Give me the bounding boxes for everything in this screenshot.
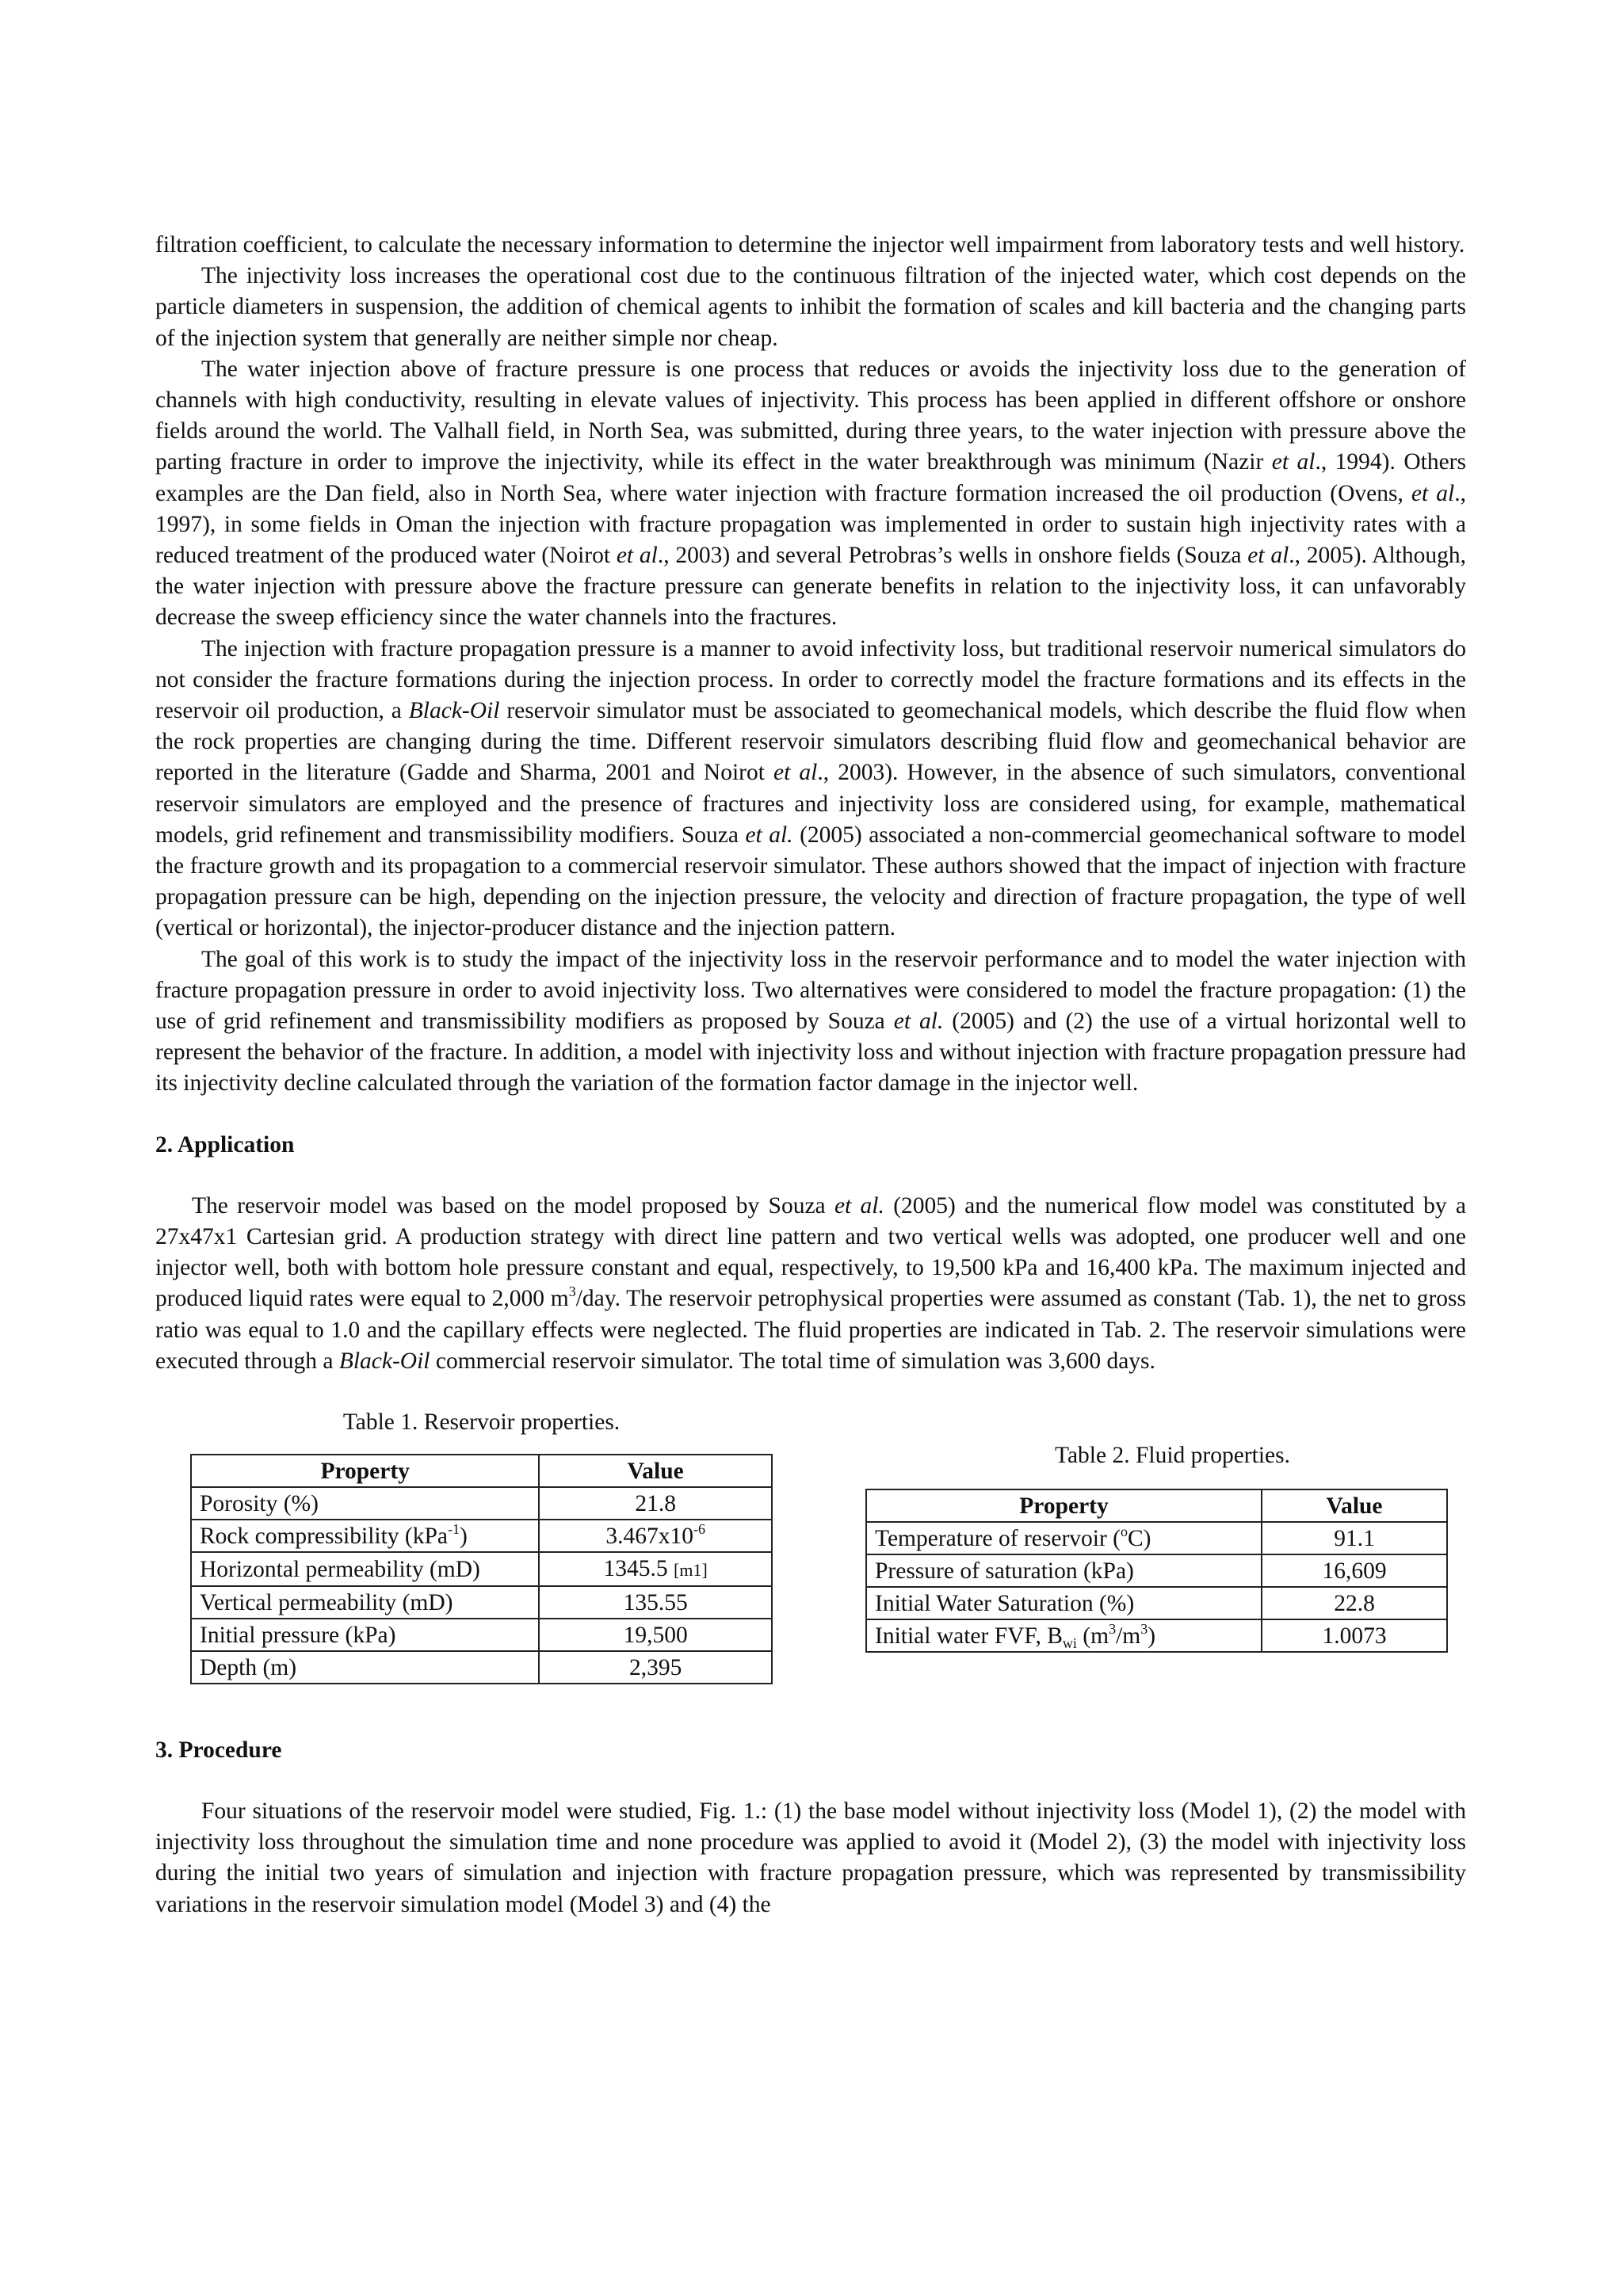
table-header-row: [191, 1455, 772, 1487]
column-header-value: Value: [539, 1455, 772, 1487]
tables-area: [155, 1407, 1466, 1724]
paragraph-continuation: filtration coefficient, to calculate the necessary information to determine the injector well impairment from laboratory tests and well history.: [155, 232, 1465, 257]
paragraph-goal: The goal of this work is to study the impact of the injectivity loss in the reservoir performance and to model the water injection with fracture propagation pressure in order to avoid injectivity loss. Two alternatives were considered to model the fracture propagation: (1) the use of grid refinement and transmissibility modifiers as proposed by Souza et al. (2005) and (2) the use of a virtual horizontal well to represent the behavior of the fracture. In addition, a model with injectivity loss and without injection with fracture propagation pressure had its injectivity decline calculated through the variation of the formation factor damage in the injector well.: [155, 946, 1466, 1097]
table-header-row: [866, 1489, 1447, 1522]
table-row: Rock compressibility (kPa$^{-1}$) $3.467x10^{-6}$: [191, 1520, 772, 1552]
table-1-block: [190, 1407, 773, 1684]
paragraph-simulators: The injection with fracture propagation pressure is a manner to avoid infectivity loss, but traditional reservoir numerical simulators do not consider the fracture formations during the injection process. In order to correctly model the fracture formations and its effects in the reservoir oil production, a Black-Oil reservoir simulator must be associated to geomechanical models, which describe the fluid flow when the rock properties are changing during the time. Different reservoir simulators describing fluid flow and geomechanical behavior are reported in the literature (Gadde and Sharma, 2001 and Noirot et al., 2003). However, in the absence of such simulators, conventional reservoir simulators are employed and the presence of fractures and injectivity loss are considered using, for example, mathematical models, grid refinement and transmissibility modifiers. Souza et al. (2005) associated a non-commercial geomechanical software to model the fracture growth and its propagation to a commercial reservoir simulator. These authors showed that the impact of injection with fracture propagation pressure can be high, depending on the injection pressure, the velocity and direction of fracture propagation, the type of well (vertical or horizontal), the injector-producer distance and the injection pattern.: [155, 635, 1466, 941]
table-row: Temperature of reservoir ($^o$C) 91.1: [866, 1522, 1447, 1554]
column-header-value: Value: [1262, 1489, 1447, 1522]
paper-page: [155, 230, 1466, 1920]
table-row: Horizontal permeability (mD) 1345.5 [m1]: [191, 1552, 772, 1586]
paragraph-application: The reservoir model was based on the model proposed by Souza et al. (2005) and the numerical flow model was constituted by a 27x47x1 Cartesian grid. A production strategy with direct line pattern and two vertical wells was adopted, one producer well and one injector well, both with bottom hole pressure constant and equal, respectively, to 19,500 kPa and 16,400 kPa. The maximum injected and produced liquid rates were equal to 2,000 $m^3$/day. The reservoir petrophysical properties were assumed as constant (Tab. 1), the net to gross ratio was equal to 1.0 and the capillary effects were neglected. The fluid properties are indicated in Tab. 2. The reservoir simulations were executed through a Black-Oil commercial reservoir simulator. The total time of simulation was 3,600 days.: [155, 1192, 1466, 1374]
table-2-block: [865, 1440, 1448, 1653]
section-heading-application: 2. Application: [155, 1131, 295, 1158]
paragraph-procedure: Four situations of the reservoir model were studied, Fig. 1.: (1) the base model without injectivity loss (Model 1), (2) the model with injectivity loss throughout the simulation time and none procedure was applied to avoid it (Model 2), (3) the model with injectivity loss during the initial two years of simulation and injection with fracture propagation pressure, which was represented by transmissibility variations in the reservoir simulation model (Model 3) and (4) the: [155, 1798, 1466, 1917]
table-fluid-properties: [865, 1489, 1448, 1653]
table-reservoir-properties: [190, 1454, 773, 1684]
section-heading-procedure: 3. Procedure: [155, 1737, 282, 1763]
table-row: Porosity (%) 21.8: [191, 1487, 772, 1520]
column-header-property: Property: [866, 1489, 1262, 1522]
table-2-caption: Table 2. Fluid properties.: [1055, 1442, 1290, 1468]
paragraph-fracture-injection: The water injection above of fracture pressure is one process that reduces or avoids the injectivity loss due to the generation of channels with high conductivity, resulting in elevate values of injectivity. This process has been applied in different offshore or onshore fields around the world. The Valhall field, in North Sea, was submitted, during three years, to the water injection with pressure above the parting fracture in order to improve the injectivity, while its effect in the water breakthrough was minimum (Nazir et al., 1994). Others examples are the Dan field, also in North Sea, where water injection with fracture formation increased the oil production (Ovens, et al., 1997), in some fields in Oman the injection with fracture propagation was implemented in order to sustain high injectivity rates with a reduced treatment of the produced water (Noirot et al., 2003) and several Petrobras’s wells in onshore fields (Souza et al., 2005). Although, the water injection with pressure above the fracture pressure can generate benefits in relation to the injectivity loss, it can unfavorably decrease the sweep efficiency since the water channels into the fractures.: [155, 356, 1466, 631]
table-row: Initial pressure (kPa) 19,500: [191, 1619, 772, 1651]
table-row: Depth (m) 2,395: [191, 1651, 772, 1684]
table-1-caption: Table 1. Reservoir properties.: [342, 1409, 621, 1435]
paragraph-injectivity-cost: The injectivity loss increases the operational cost due to the continuous filtration of the injected water, which cost depends on the particle diameters in suspension, the addition of chemical agents to inhibit the formation of scales and kill bacteria and the changing parts of the injection system that generally are neither simple nor cheap.: [155, 263, 1466, 351]
table-row: Initial Water Saturation (%) 22.8: [866, 1587, 1447, 1619]
table-row: Vertical permeability (mD) 135.55: [191, 1586, 772, 1619]
table-row: Pressure of saturation (kPa) 16,609: [866, 1554, 1447, 1587]
column-header-property: Property: [191, 1455, 539, 1487]
comment-marker: [m1]: [674, 1559, 708, 1580]
table-row: Initial water FVF, $B_{wi}$ $(m^3/m^3)$ 1.0073: [866, 1619, 1447, 1652]
